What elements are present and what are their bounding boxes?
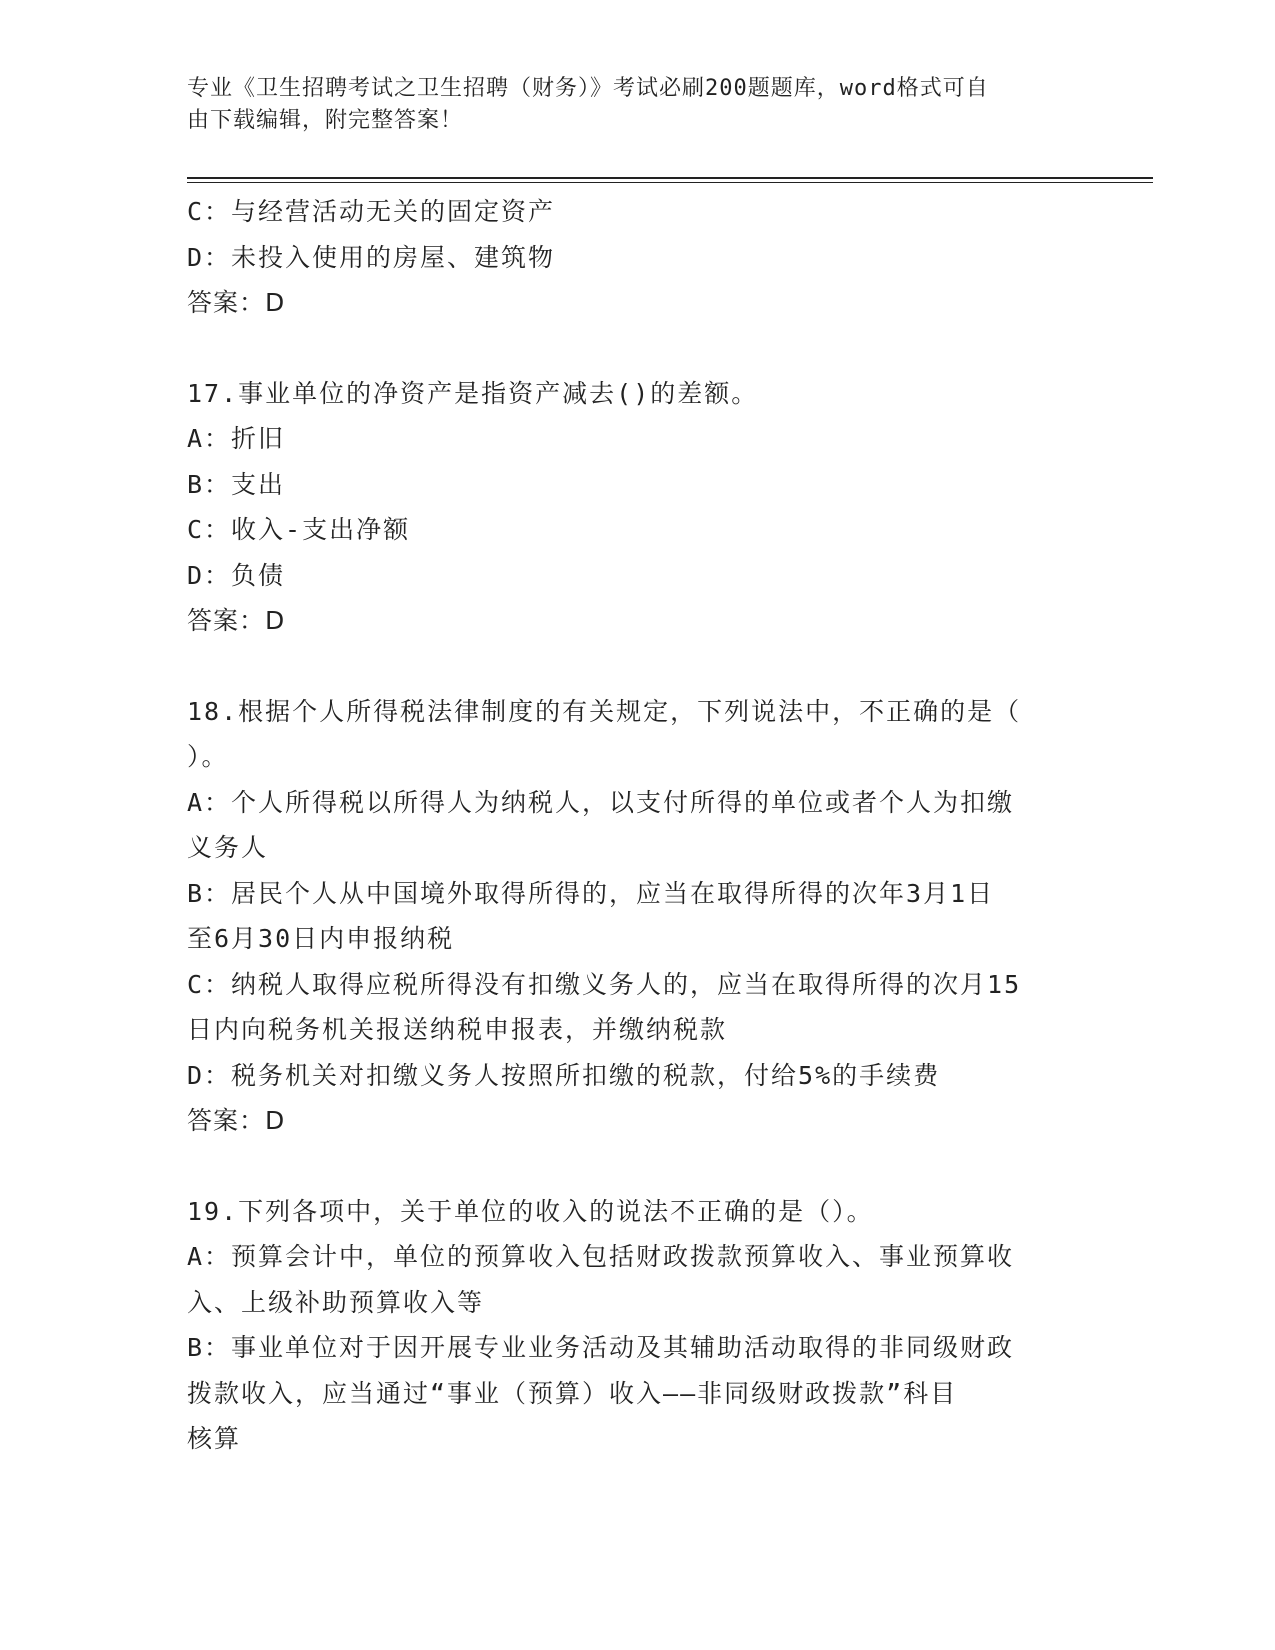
answer-line: 答案：D xyxy=(187,288,286,317)
option-a: A：个人所得税以所得人为纳税人，以支付所得的单位或者个人为扣缴 xyxy=(187,787,1015,817)
question-19 xyxy=(187,1189,1087,1462)
header-divider-thin xyxy=(187,182,1153,183)
question-text-continued: ）。 xyxy=(187,742,229,771)
answer-line: 答案：D xyxy=(187,1106,286,1135)
answer-line: 答案：D xyxy=(187,606,286,635)
option-d: D：税务机关对扣缴义务人按照所扣缴的税款，付给5%的手续费 xyxy=(187,1060,941,1090)
question-text: 18.根据个人所得税法律制度的有关规定，下列说法中，不正确的是（ xyxy=(187,696,1022,726)
option-a: A：折旧 xyxy=(187,424,286,453)
document-header xyxy=(187,73,1067,137)
option-b-continued: 拨款收入，应当通过“事业（预算）收入——非同级财政拨款”科目 xyxy=(187,1378,958,1408)
question-18 xyxy=(187,689,1087,1144)
option-b-continued-2: 核算 xyxy=(187,1424,242,1453)
option-a: A：预算会计中，单位的预算收入包括财政拨款预算收入、事业预算收 xyxy=(187,1242,1015,1271)
option-c-continued: 日内向税务机关报送纳税申报表，并缴纳税款 xyxy=(187,1015,728,1044)
header-line-1: 专业《卫生招聘考试之卫生招聘（财务）》考试必刷200题题库，word格式可自 xyxy=(187,76,989,101)
question-text: 19.下列各项中，关于单位的收入的说法不正确的是（）。 xyxy=(187,1196,874,1226)
option-d: D：未投入使用的房屋、建筑物 xyxy=(187,242,556,272)
option-b: B：事业单位对于因开展专业业务活动及其辅助活动取得的非同级财政 xyxy=(187,1333,1015,1362)
header-divider-thick xyxy=(187,177,1153,179)
question-text: 17.事业单位的净资产是指资产减去()的差额。 xyxy=(187,378,759,408)
question-17 xyxy=(187,371,1087,644)
header-line-2: 由下载编辑，附完整答案！ xyxy=(187,108,464,133)
option-c: C：收入-支出净额 xyxy=(187,515,411,544)
option-a-continued: 入、上级补助预算收入等 xyxy=(187,1287,485,1317)
document-body xyxy=(187,189,1087,1462)
option-c: C：纳税人取得应税所得没有扣缴义务人的，应当在取得所得的次月15 xyxy=(187,969,1022,999)
option-b: B：支出 xyxy=(187,469,286,499)
option-d: D：负债 xyxy=(187,560,286,590)
option-b: B：居民个人从中国境外取得所得的，应当在取得所得的次年3月1日 xyxy=(187,878,995,908)
option-c: C：与经营活动无关的固定资产 xyxy=(187,197,556,226)
option-b-continued: 至6月30日内申报纳税 xyxy=(187,924,455,953)
option-a-continued: 义务人 xyxy=(187,833,269,862)
question-16-continued xyxy=(187,189,1087,326)
